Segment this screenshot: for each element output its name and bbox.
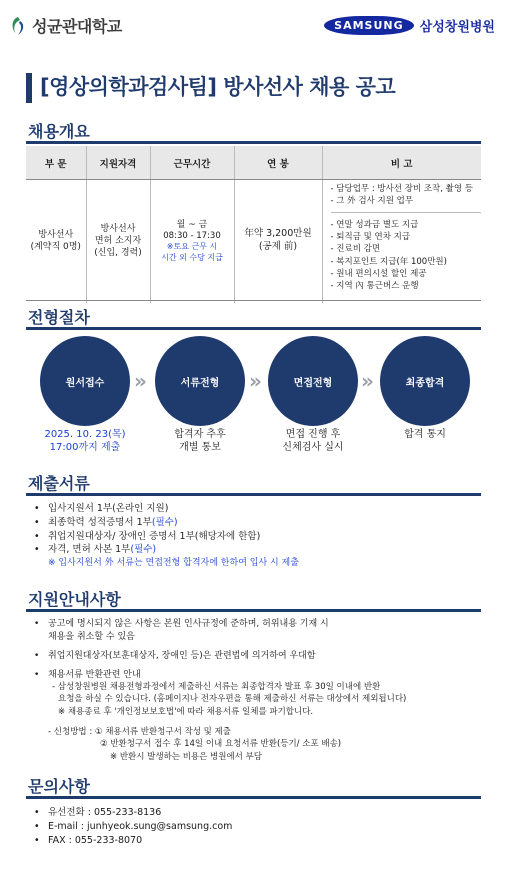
notes-benefits: - 연말 성과금 별도 지급 - 퇴직금 및 연차 지급 - 진료비 감면 - 복지포인트 지급(年 100만원) - 원내 편의시설 할인 제공 - 지역 內 통근버스 운행 — [330, 219, 447, 292]
chevron-right-icon: » — [249, 369, 256, 393]
cell-hours: 월 ~ 금 08:30 - 17:30 ※토요 근무 시 시간 외 수당 지급 — [150, 180, 234, 303]
list-item: • 공고에 명시되지 않은 사항은 본원 인사규정에 준하며, 허위내용 기재 시 채용을 취소할 수 있음 — [34, 618, 479, 644]
contact-fax: • FAX : 055-233-8070 — [34, 834, 474, 848]
table-bottom-border — [26, 300, 481, 301]
col-header-hours: 근무시간 — [150, 146, 234, 180]
contact-phone: • 유선전화 : 055-233-8136 — [34, 806, 474, 820]
table-header-row — [26, 146, 481, 180]
process-heading: 전형절차 — [28, 308, 90, 327]
table-row — [26, 180, 481, 303]
overview-divider — [26, 141, 481, 144]
step-desc-apply: 2025. 10. 23(목) 17:00까지 제출 — [44, 429, 126, 453]
step-desc-final: 합격 통지 — [404, 429, 446, 440]
step-circle-interview: 면접전형 — [268, 336, 358, 426]
samsung-changwon-logo — [324, 16, 495, 35]
list-item: • 최종학력 성적증명서 1부(필수) — [34, 516, 474, 530]
cell-notes — [322, 180, 481, 303]
list-item: • 입사지원서 1부(온라인 지원) — [34, 502, 474, 516]
page-title: [영상의학과검사팀] 방사선사 채용 공고 — [40, 75, 396, 99]
step-desc-document-screening: 합격자 추후 개별 통보 — [174, 429, 226, 453]
documents-list — [34, 502, 474, 557]
return-method-text: - 신청방법 : ① 채용서류 반환청구서 작성 및 제출 ② 반환청구서 접수 후 14일 이내 요청서류 반환(등기/ 소포 배송) ※ 반환시 발생하는 비용은 병원에서 부담 — [48, 727, 342, 762]
samsung-badge: SAMSUNG — [324, 16, 413, 35]
cell-dept: 방사선사 (계약직 0명) — [26, 180, 86, 303]
list-item: • 자격, 면허 사본 1부(필수) — [34, 543, 474, 557]
return-guide-text: - 삼성창원병원 채용전형과정에서 제출하신 서류는 최종합격자 발표 후 30일 이내에 반환 요청을 하실 수 있습니다. (홈페이지나 전자우편을 통해 제출하신 서류는 대상에서 제외됩니다) ※ 채용종료 후 '개인정보보호법'에 따라 채용서류 일체를 파기합니다. — [52, 682, 407, 717]
list-item: • 취업지원대상자/ 장애인 증명서 1부(해당자에 한함) — [34, 530, 474, 544]
process-divider — [26, 327, 481, 330]
notes-duties: - 담당업무 : 방사선 장비 조작, 촬영 등 - 그 外 검사 지원 업무 — [331, 183, 482, 213]
col-header-dept: 부 문 — [26, 146, 86, 180]
title-accent-bar — [26, 73, 32, 103]
col-header-salary: 연 봉 — [234, 146, 322, 180]
col-header-qualification: 지원자격 — [86, 146, 150, 180]
cell-salary: 年약 3,200만원 (공제 前) — [234, 180, 322, 303]
documents-divider — [26, 493, 481, 496]
overview-heading: 채용개요 — [28, 122, 90, 141]
contact-email[interactable]: • E-mail : junhyeok.sung@samsung.com — [34, 820, 474, 834]
contact-list — [34, 806, 474, 847]
skku-emblem-icon — [8, 15, 28, 37]
step-circle-document-screening: 서류전형 — [155, 336, 245, 426]
recruitment-table — [26, 146, 481, 303]
chevron-right-icon: » — [361, 369, 368, 393]
documents-note: ※ 입사지원서 外 서류는 면접전형 합격자에 한하여 입사 시 제출 — [48, 558, 299, 568]
hospital-name: 삼성창원병원 — [419, 20, 495, 35]
guide-divider — [26, 609, 481, 612]
list-item: • 취업지원대상자(보훈대상자, 장애인 등)은 관련법에 의거하여 우대함 — [34, 650, 479, 663]
skku-logo-text: 성균관대학교 — [32, 17, 122, 36]
step-circle-final: 최종합격 — [380, 336, 470, 426]
chevron-right-icon: » — [134, 369, 141, 393]
contact-heading: 문의사항 — [28, 777, 90, 796]
list-item: • 채용서류 반환관련 안내 — [34, 669, 479, 682]
col-header-notes: 비 고 — [322, 146, 481, 180]
step-circle-apply: 원서접수 — [40, 336, 130, 426]
guide-heading: 지원안내사항 — [28, 590, 121, 609]
contact-divider — [26, 796, 481, 799]
skku-logo — [8, 14, 122, 37]
step-desc-interview: 면접 진행 후 신체검사 실시 — [282, 429, 344, 453]
documents-heading: 제출서류 — [28, 474, 90, 493]
cell-qualification: 방사선사 면허 소지자 (신입, 경력) — [86, 180, 150, 303]
guide-list — [34, 618, 479, 682]
